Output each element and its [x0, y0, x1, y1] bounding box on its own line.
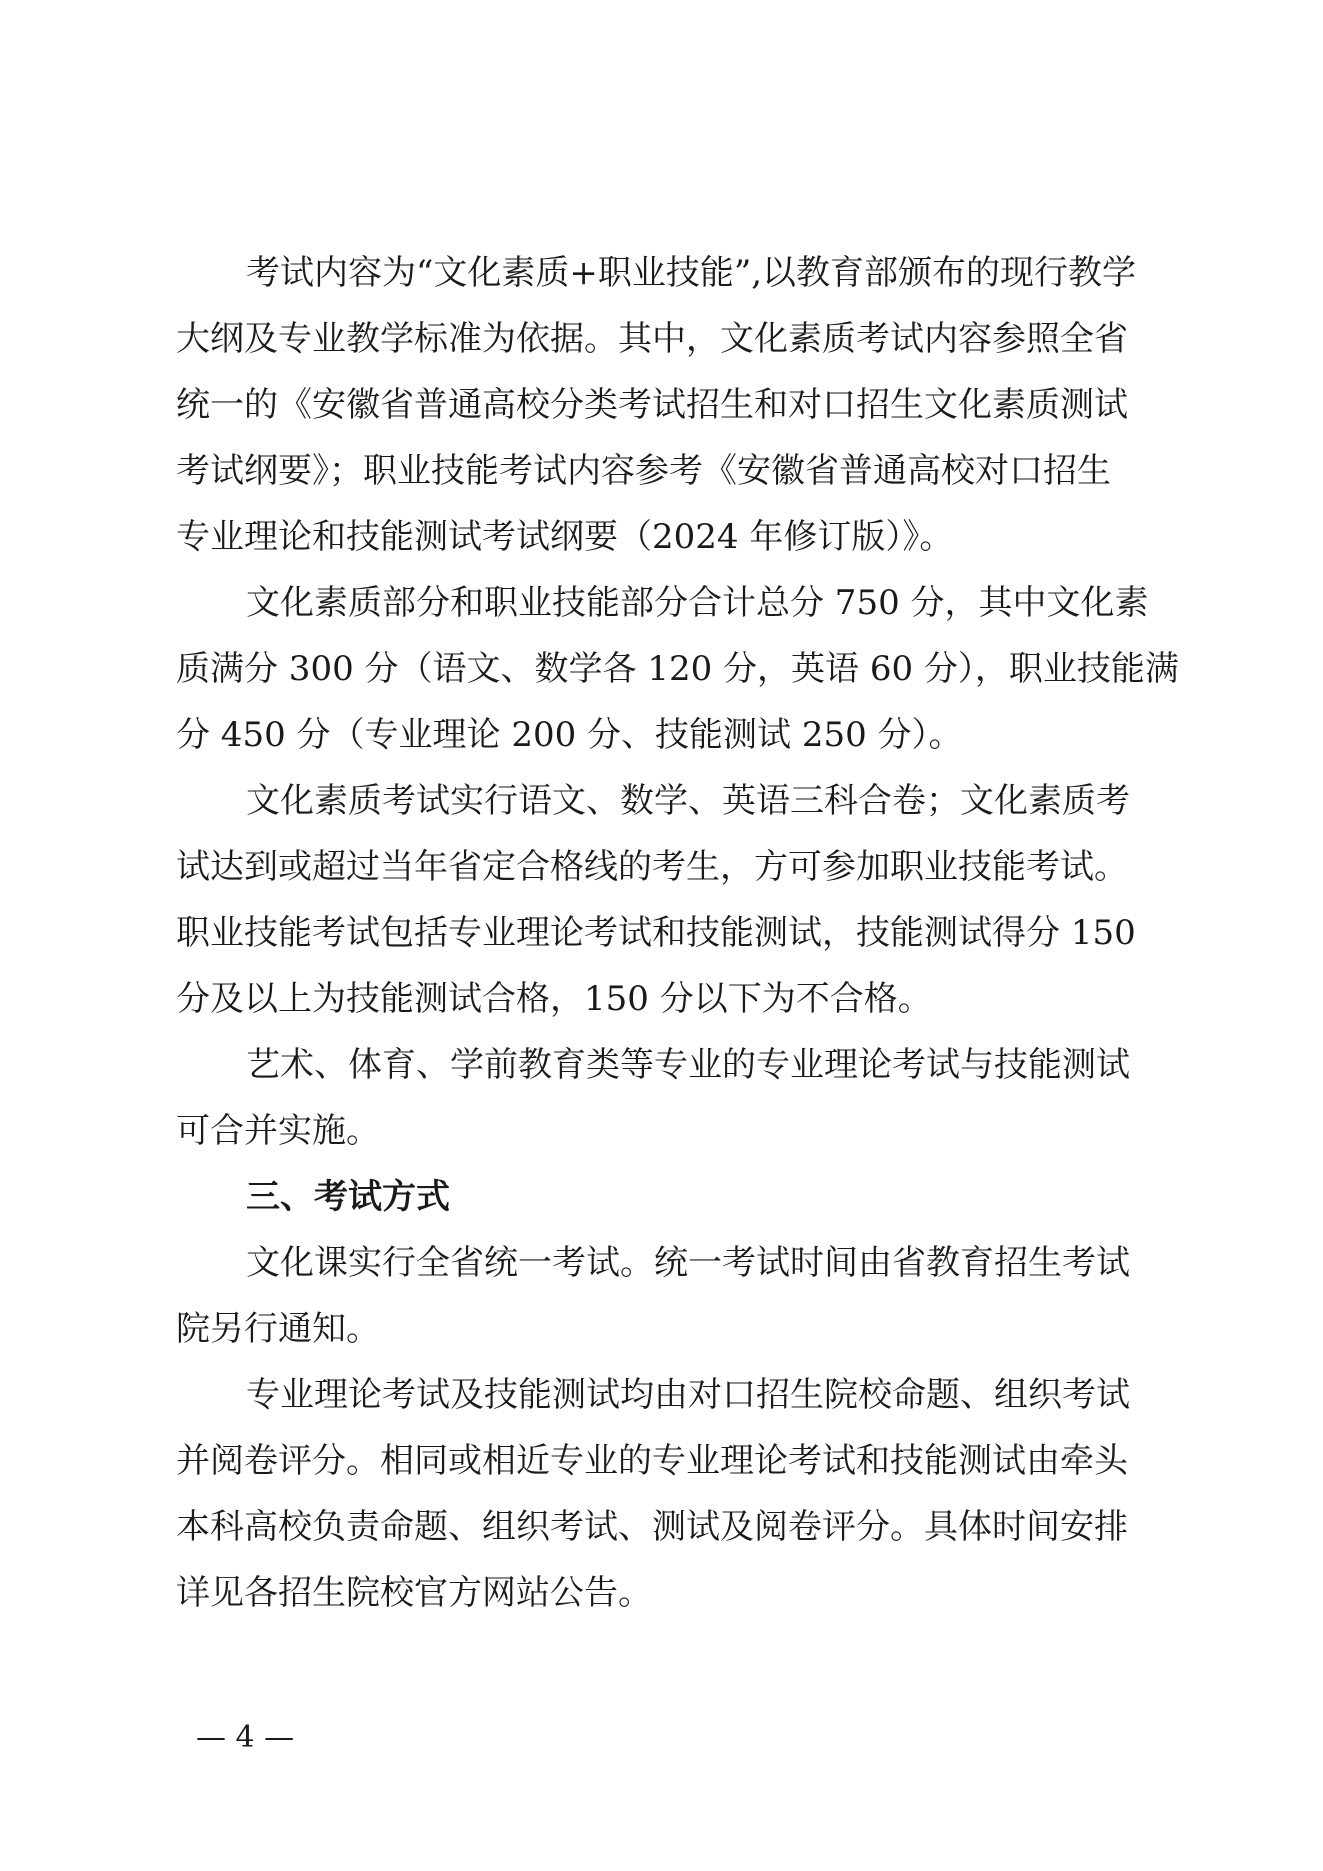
paragraph-5-line-1: 文化课实行全省统一考试。统一考试时间由省教育招生考试: [246, 1243, 1130, 1283]
paragraph-2-line-1: 文化素质部分和职业技能部分合计总分 750 分，其中文化素: [246, 583, 1149, 623]
paragraph-1-line-2: 大纲及专业教学标准为依据。其中，文化素质考试内容参照全省: [176, 319, 1128, 359]
page-number: — 4 —: [196, 1720, 295, 1755]
section-heading: 三、考试方式: [246, 1177, 450, 1217]
paragraph-1-line-3: 统一的《安徽省普通高校分类考试招生和对口招生文化素质测试: [176, 385, 1128, 425]
paragraph-6-line-3: 本科高校负责命题、组织考试、测试及阅卷评分。具体时间安排: [176, 1507, 1128, 1547]
paragraph-1-line-1: 考试内容为“文化素质+职业技能”,以教育部颁布的现行教学: [246, 253, 1137, 293]
paragraph-6-line-4: 详见各招生院校官方网站公告。: [176, 1573, 652, 1613]
paragraph-4-line-2: 可合并实施。: [176, 1111, 380, 1151]
paragraph-5-line-2: 院另行通知。: [176, 1309, 380, 1349]
paragraph-3-line-4: 分及以上为技能测试合格，150 分以下为不合格。: [176, 979, 932, 1019]
paragraph-3-line-1: 文化素质考试实行语文、数学、英语三科合卷；文化素质考: [246, 781, 1130, 821]
paragraph-2-line-3: 分 450 分（专业理论 200 分、技能测试 250 分）。: [176, 715, 963, 755]
paragraph-6-line-2: 并阅卷评分。相同或相近专业的专业理论考试和技能测试由牵头: [176, 1441, 1128, 1481]
paragraph-3-line-3: 职业技能考试包括专业理论考试和技能测试，技能测试得分 150: [176, 913, 1136, 953]
paragraph-2-line-2: 质满分 300 分（语文、数学各 120 分，英语 60 分），职业技能满: [176, 649, 1179, 689]
paragraph-3-line-2: 试达到或超过当年省定合格线的考生，方可参加职业技能考试。: [176, 847, 1128, 887]
paragraph-1-line-4: 考试纲要》；职业技能考试内容参考《安徽省普通高校对口招生: [176, 451, 1111, 491]
paragraph-6-line-1: 专业理论考试及技能测试均由对口招生院校命题、组织考试: [246, 1375, 1130, 1415]
paragraph-4-line-1: 艺术、体育、学前教育类等专业的专业理论考试与技能测试: [246, 1045, 1130, 1085]
paragraph-1-line-5: 专业理论和技能测试考试纲要（2024 年修订版）》。: [176, 517, 954, 557]
